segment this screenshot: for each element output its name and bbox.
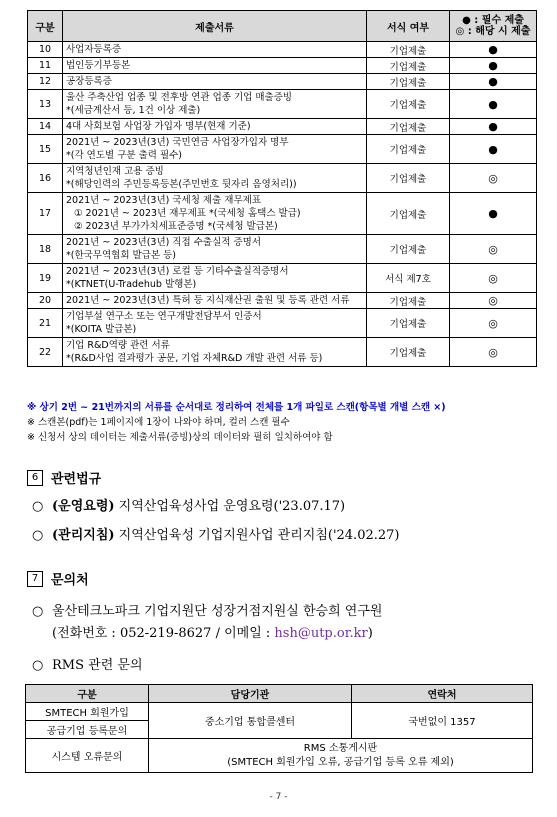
document-title	[63, 309, 367, 338]
documents-table	[27, 10, 537, 367]
required-mark-icon: ●	[450, 58, 537, 74]
rms-row-2-line1: RMS 소통게시판	[303, 742, 378, 754]
document-title-line: 2021년 ~ 2023년(3년) 직접 수출실적 증명서	[66, 237, 261, 248]
format-status: 기업제출	[367, 74, 450, 90]
document-row	[28, 42, 537, 58]
row-number: 14	[28, 119, 63, 135]
document-title-line: 2021년 ~ 2023년(3년) 국민연금 사업장가입자 명부	[66, 137, 289, 148]
document-title-line: *(세금계산서 등, 1건 이상 제출)	[66, 105, 201, 116]
legend-conditional: ◎ : 해당 시 제출	[455, 26, 531, 37]
document-row	[28, 235, 537, 264]
document-title	[63, 58, 367, 74]
required-mark-icon: ●	[450, 42, 537, 58]
format-status: 기업제출	[367, 135, 450, 164]
rms-row-1a	[26, 703, 533, 721]
law-item-1-tag: (운영요령)	[52, 499, 115, 514]
section-7-title: 문의처	[51, 573, 89, 588]
document-title	[63, 119, 367, 135]
note-data-match: ※ 신청서 상의 데이터는 제출서류(증빙)상의 데이터와 필히 일치하여야 함	[27, 432, 333, 443]
document-title	[63, 135, 367, 164]
rms-heading	[32, 656, 143, 676]
document-title	[63, 338, 367, 367]
contact-phone-close: )	[367, 626, 373, 641]
document-row	[28, 293, 537, 309]
document-title-line: 울산 주축산업 업종 및 전후방 연관 업종 기업 매출증빙	[66, 92, 293, 103]
document-title-line: *(각 연도별 구분 출력 필수)	[66, 150, 183, 161]
document-row	[28, 264, 537, 293]
row-number: 19	[28, 264, 63, 293]
document-title-line: 기업부설 연구소 또는 연구개발전담부서 인증서	[66, 311, 262, 322]
format-status: 기업제출	[367, 235, 450, 264]
document-title	[63, 235, 367, 264]
section-6-heading	[27, 468, 101, 487]
note-scan-color: ※ 스캔본(pdf)는 1페이지에 1장이 나와야 하며, 컬러 스캔 필수	[27, 417, 290, 428]
required-mark-icon: ●	[450, 74, 537, 90]
rms-header-category: 구분	[26, 685, 149, 703]
bullet-icon: ○	[32, 528, 44, 543]
document-title-line: *(해당인력의 주민등록등본(주민번호 뒷자리 음영처리))	[66, 179, 297, 190]
format-status: 기업제출	[367, 58, 450, 74]
contact-phone-email	[52, 624, 373, 644]
document-row	[28, 309, 537, 338]
document-title-line: 공장등록증	[66, 76, 112, 87]
rms-row-2-cat: 시스템 오류문의	[26, 739, 149, 773]
format-status: 기업제출	[367, 338, 450, 367]
format-status: 기업제출	[367, 119, 450, 135]
bullet-icon: ○	[32, 604, 44, 619]
rms-header-contact: 연락처	[352, 685, 533, 703]
header-format: 서식 여부	[367, 11, 450, 42]
document-title-line: 2021년 ~ 2023년(3년) 특허 등 지식재산권 출원 및 등록 관련 서류	[66, 295, 350, 306]
document-row	[28, 193, 537, 235]
rms-row-1-cat-b: 공급기업 등록문의	[26, 721, 149, 739]
law-item-1	[32, 497, 345, 517]
section-7-heading	[27, 569, 89, 588]
row-number: 12	[28, 74, 63, 90]
document-title	[63, 74, 367, 90]
document-title	[63, 293, 367, 309]
document-title-line: 2021년 ~ 2023년(3년) 로컬 등 기타수출실적증명서	[66, 266, 289, 277]
required-mark-icon: ●	[450, 193, 537, 235]
document-row	[28, 58, 537, 74]
document-title-line: *(R&D사업 결과평가 공문, 기업 자체R&D 개발 관련 서류 등)	[66, 353, 323, 364]
row-number: 13	[28, 90, 63, 119]
document-title	[63, 90, 367, 119]
note-scan-order: ※ 상기 2번 ~ 21번까지의 서류를 순서대로 정리하여 전체를 1개 파일로 스캔(항목별 개별 스캔 ×)	[27, 402, 446, 413]
page-number: - 7 -	[269, 792, 288, 802]
section-6-number: 6	[27, 470, 43, 486]
required-mark-icon: ●	[450, 119, 537, 135]
document-title-line: 4대 사회보험 사업장 가입자 명부(현재 기준)	[66, 121, 251, 132]
row-number: 10	[28, 42, 63, 58]
legend-required: ● : 필수 제출	[462, 15, 524, 26]
rms-header-row	[26, 685, 533, 703]
document-title-line: *(KTNET(U-Tradehub 발행본)	[66, 279, 197, 290]
document-title	[63, 42, 367, 58]
section-6-title: 관련법규	[51, 472, 102, 487]
header-no: 구분	[28, 11, 63, 42]
conditional-mark-icon: ◎	[450, 264, 537, 293]
conditional-mark-icon: ◎	[450, 235, 537, 264]
row-number: 22	[28, 338, 63, 367]
row-number: 16	[28, 164, 63, 193]
rms-contact-table	[25, 684, 533, 773]
conditional-mark-icon: ◎	[450, 293, 537, 309]
document-title	[63, 193, 367, 235]
rms-header-org: 담당기관	[149, 685, 352, 703]
rms-row-1-org: 중소기업 통합콜센터	[149, 703, 352, 739]
document-row	[28, 338, 537, 367]
contact-phone: (전화번호 : 052-219-8627 / 이메일 :	[52, 626, 275, 641]
conditional-mark-icon: ◎	[450, 338, 537, 367]
format-status: 기업제출	[367, 309, 450, 338]
documents-table-header	[28, 11, 537, 42]
rms-row-1-cat-a: SMTECH 회원가입	[26, 703, 149, 721]
row-number: 21	[28, 309, 63, 338]
document-row	[28, 119, 537, 135]
rms-row-2-contact	[149, 739, 533, 773]
format-status: 기업제출	[367, 90, 450, 119]
document-title-line: 기업 R&D역량 관련 서류	[66, 340, 170, 351]
contact-person	[32, 602, 382, 622]
law-item-1-text: 지역산업육성사업 운영요령('23.07.17)	[114, 499, 346, 514]
documents-table-body	[28, 42, 537, 367]
required-mark-icon: ●	[450, 135, 537, 164]
document-row	[28, 74, 537, 90]
conditional-mark-icon: ◎	[450, 164, 537, 193]
document-title-line: ② 2023년 부가가치세표준증명 *(국세청 발급본)	[74, 221, 278, 232]
row-number: 18	[28, 235, 63, 264]
required-mark-icon: ●	[450, 90, 537, 119]
document-title	[63, 164, 367, 193]
law-item-2-text: 지역산업육성 기업지원사업 관리지침('24.02.27)	[114, 528, 400, 543]
row-number: 11	[28, 58, 63, 74]
rms-row-2-line2: (SMTECH 회원가입 오류, 공급기업 등록 오류 제외)	[227, 756, 454, 768]
section-7-number: 7	[27, 571, 43, 587]
document-title-line: *(한국무역협회 발급본 등)	[66, 250, 176, 261]
row-number: 20	[28, 293, 63, 309]
bullet-icon: ○	[32, 499, 44, 514]
format-status: 기업제출	[367, 42, 450, 58]
rms-row-2	[26, 739, 533, 773]
document-title-line: 지역청년인재 고용 증빙	[66, 166, 164, 177]
contact-email-link[interactable]: hsh@utp.or.kr	[274, 626, 368, 641]
document-title-line: *(KOITA 발급본)	[66, 324, 137, 335]
format-status: 서식 제7호	[367, 264, 450, 293]
format-status: 기업제출	[367, 164, 450, 193]
document-title-line: ① 2021년 ~ 2023년 재무제표 *(국세청 홈택스 발급)	[74, 208, 301, 219]
document-title-line: 2021년 ~ 2023년(3년) 국세청 제출 재무제표	[66, 195, 261, 206]
header-doc: 제출서류	[63, 11, 367, 42]
notes	[27, 400, 547, 445]
conditional-mark-icon: ◎	[450, 309, 537, 338]
row-number: 17	[28, 193, 63, 235]
law-item-2	[32, 526, 399, 546]
bullet-icon: ○	[32, 658, 44, 673]
document-title	[63, 264, 367, 293]
row-number: 15	[28, 135, 63, 164]
rms-heading-text: RMS 관련 문의	[52, 658, 143, 673]
contact-person-text: 울산테크노파크 기업지원단 성장거점지원실 한승희 연구원	[52, 604, 383, 619]
document-row	[28, 90, 537, 119]
rms-row-1-contact: 국번없이 1357	[352, 703, 533, 739]
format-status: 기업제출	[367, 293, 450, 309]
law-item-2-tag: (관리지침)	[52, 528, 115, 543]
format-status: 기업제출	[367, 193, 450, 235]
document-row	[28, 164, 537, 193]
document-title-line: 사업자등록증	[66, 44, 122, 55]
header-legend	[450, 11, 537, 42]
document-title-line: 법인등기부등본	[66, 60, 131, 71]
document-row	[28, 135, 537, 164]
